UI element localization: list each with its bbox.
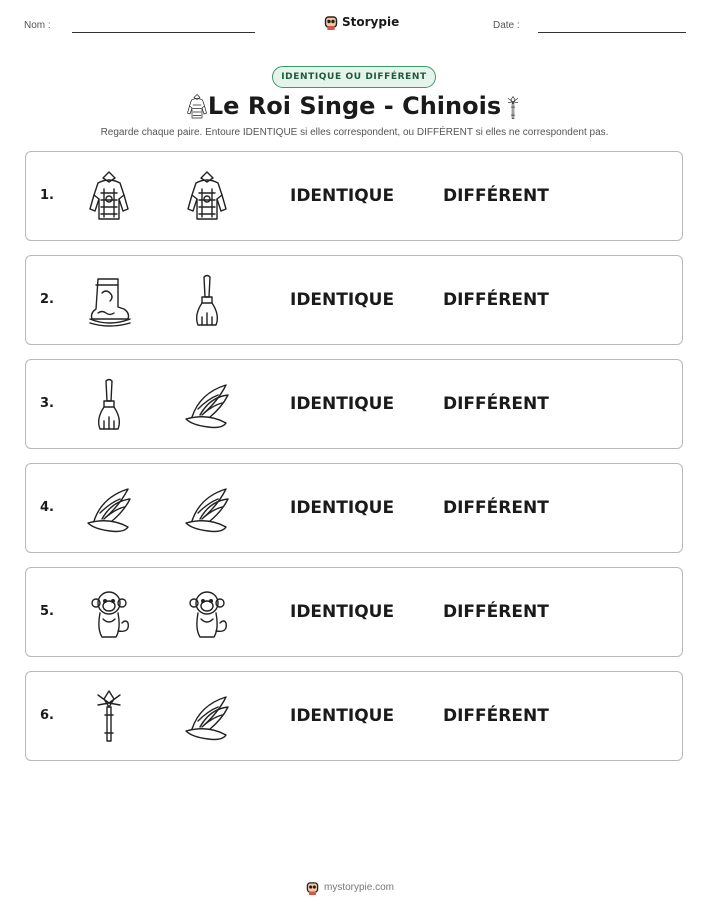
different-option[interactable]: DIFFÉRENT — [443, 290, 549, 310]
question-number: 2. — [40, 292, 54, 307]
different-option[interactable]: DIFFÉRENT — [443, 498, 549, 518]
left-image — [84, 585, 134, 641]
left-image — [84, 169, 134, 225]
identique-option[interactable]: IDENTIQUE — [290, 498, 395, 518]
question-row — [25, 463, 683, 553]
armor-icon — [84, 169, 134, 225]
different-option[interactable]: DIFFÉRENT — [443, 394, 549, 414]
worksheet-type-badge: IDENTIQUE OU DIFFÉRENT — [272, 66, 436, 88]
name-label: Nom : — [24, 20, 51, 31]
question-number: 4. — [40, 500, 54, 515]
instructions: Regarde chaque paire. Entoure IDENTIQUE si elles correspondent, ou DIFFÉRENT si elles ne correspondent pas. — [100, 127, 609, 138]
right-image — [182, 481, 232, 537]
different-option[interactable]: DIFFÉRENT — [443, 186, 549, 206]
monkey-icon — [182, 585, 232, 641]
left-image — [84, 689, 134, 745]
question-row — [25, 567, 683, 657]
brush-icon — [182, 273, 232, 329]
question-number: 3. — [40, 396, 54, 411]
feather-cap-icon — [84, 481, 134, 537]
left-image — [84, 377, 134, 433]
feather-cap-icon — [182, 481, 232, 537]
identique-option[interactable]: IDENTIQUE — [290, 394, 395, 414]
date-label: Date : — [493, 20, 520, 31]
monkey-icon — [84, 585, 134, 641]
question-number: 1. — [40, 188, 54, 203]
boot-icon — [84, 273, 134, 329]
feather-cap-icon — [182, 377, 232, 433]
left-image — [84, 273, 134, 329]
identique-option[interactable]: IDENTIQUE — [290, 290, 395, 310]
right-image — [182, 273, 232, 329]
storypie-mascot-icon — [324, 14, 338, 30]
date-line — [538, 32, 686, 33]
right-image — [182, 585, 232, 641]
different-option[interactable]: DIFFÉRENT — [443, 602, 549, 622]
question-row — [25, 359, 683, 449]
brand-name: Storypie — [342, 15, 400, 29]
armor-icon — [182, 169, 232, 225]
right-image — [182, 689, 232, 745]
identique-option[interactable]: IDENTIQUE — [290, 706, 395, 726]
name-line — [72, 32, 255, 33]
staff-icon — [84, 689, 134, 745]
identique-option[interactable]: IDENTIQUE — [290, 186, 395, 206]
brush-icon — [84, 377, 134, 433]
question-row — [25, 255, 683, 345]
question-row — [25, 151, 683, 241]
question-number: 6. — [40, 708, 54, 723]
right-image — [182, 169, 232, 225]
footer — [306, 880, 394, 895]
footer-url: mystorypie.com — [324, 882, 395, 893]
identique-option[interactable]: IDENTIQUE — [290, 602, 395, 622]
staff-icon — [502, 93, 524, 123]
question-number: 5. — [40, 604, 54, 619]
left-image — [84, 481, 134, 537]
brand-logo — [324, 14, 399, 30]
feather-cap-icon — [182, 689, 232, 745]
storypie-mascot-icon — [306, 880, 319, 895]
different-option[interactable]: DIFFÉRENT — [443, 706, 549, 726]
right-image — [182, 377, 232, 433]
page-title: Le Roi Singe - Chinois — [207, 92, 502, 120]
question-row — [25, 671, 683, 761]
